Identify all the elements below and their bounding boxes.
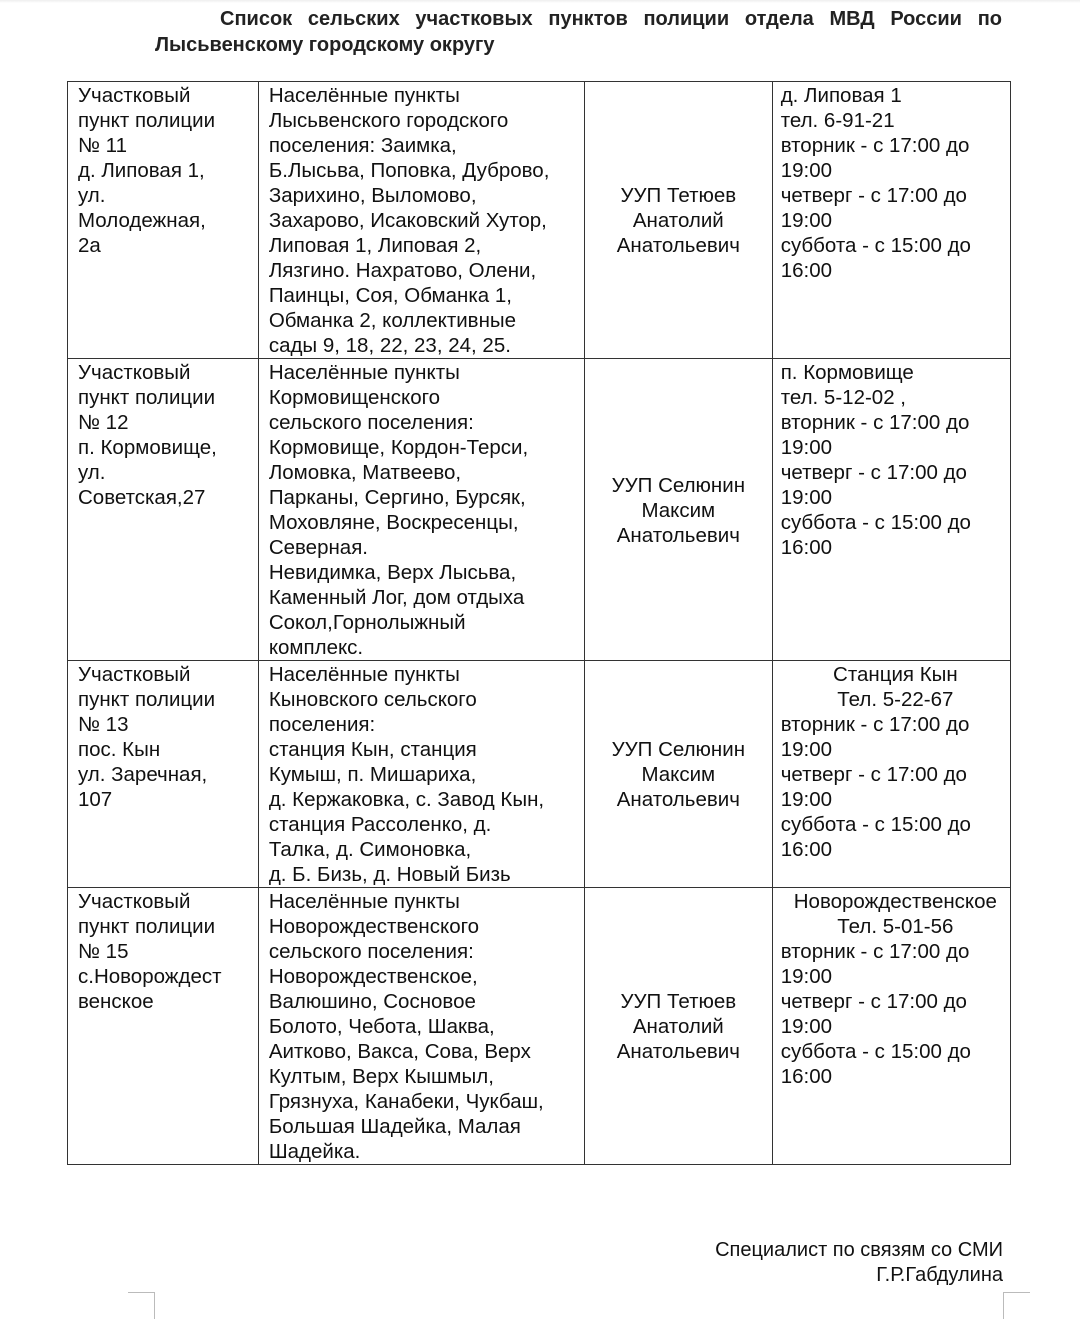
- schedule-cell-line: 19:00: [780, 436, 833, 459]
- police-point-cell-line: венское: [78, 990, 154, 1013]
- police-point-cell-line: ул.: [78, 461, 106, 484]
- settlements-cell-line: Аитково, Вакса, Сова, Верх: [268, 1040, 531, 1063]
- title-line-1: Список сельских участковых пунктов полиции отдела МВД России по: [220, 8, 1002, 30]
- schedule-cell-line: 19:00: [780, 159, 833, 182]
- police-point-cell: [68, 888, 259, 1165]
- settlements-cell: [258, 888, 584, 1165]
- settlements-cell-line: Большая Шадейка, Малая: [268, 1115, 521, 1138]
- page-edge: [0, 0, 1080, 3]
- officer-cell: [584, 661, 772, 888]
- police-point-cell-line: Участковый: [78, 84, 191, 107]
- settlements-cell-line: Невидимка, Верх Лысьва,: [268, 561, 517, 584]
- schedule-cell-line: 19:00: [780, 209, 833, 232]
- settlements-cell-line: Талка, д. Симоновка,: [268, 838, 472, 861]
- settlements-cell: [258, 82, 584, 359]
- schedule-cell-line: Тел. 5-22-67: [837, 688, 954, 711]
- schedule-cell: [772, 661, 1010, 888]
- police-point-cell-line: № 13: [78, 713, 129, 736]
- table-row: [68, 359, 1011, 661]
- schedule-cell-line: 16:00: [780, 259, 833, 282]
- settlements-cell-line: Б.Лысьва, Поповка, Дуброво,: [268, 159, 550, 182]
- table-row: [68, 888, 1011, 1165]
- police-point-cell-line: Участковый: [78, 890, 191, 913]
- officer-cell-line: УУП Селюнин: [611, 473, 746, 497]
- settlements-cell-line: Обманка 2, коллективные: [268, 309, 517, 332]
- schedule-cell-line: 16:00: [780, 1065, 833, 1088]
- settlements-cell-line: поселения:: [268, 713, 376, 736]
- settlements-cell-line: Ломовка, Матвеево,: [268, 461, 462, 484]
- officer-cell-line: Анатольевич: [616, 788, 740, 811]
- police-point-cell-line: Участковый: [78, 663, 191, 686]
- settlements-cell-line: Лязгино. Нахратово, Олени,: [268, 259, 537, 282]
- police-point-cell-line: пункт полиции: [78, 688, 216, 711]
- officer-cell-line: Анатолий: [632, 1015, 724, 1038]
- police-point-cell-line: пункт полиции: [78, 386, 216, 409]
- schedule-cell-line: суббота - с 15:00 до: [780, 511, 971, 534]
- police-point-cell-line: № 12: [78, 411, 129, 434]
- schedule-cell-line: вторник - с 17:00 до: [780, 713, 970, 736]
- schedule-cell-line: 16:00: [780, 536, 833, 559]
- schedule-cell-line: 19:00: [780, 1015, 833, 1038]
- officer-cell: [584, 888, 772, 1165]
- settlements-cell-line: сельского поселения:: [268, 940, 474, 963]
- schedule-cell-line: п. Кормовище: [780, 361, 914, 384]
- schedule-cell-line: Станция Кын: [833, 663, 958, 686]
- schedule-cell-line: суббота - с 15:00 до: [780, 1040, 971, 1063]
- police-point-cell-line: д. Липовая 1,: [78, 159, 205, 182]
- officer-cell-line: УУП Селюнин: [611, 738, 746, 761]
- police-point-cell-line: № 15: [78, 940, 129, 963]
- police-point-cell: [68, 661, 259, 888]
- officer-cell-line: Максим: [641, 498, 716, 522]
- settlements-cell-line: сады 9, 18, 22, 23, 24, 25.: [268, 334, 511, 357]
- schedule-cell-line: четверг - с 17:00 до: [780, 461, 967, 484]
- settlements-cell-line: Каменный Лог, дом отдыха: [268, 586, 525, 609]
- settlements-cell: [258, 661, 584, 888]
- settlements-cell-line: станция Рассоленко, д.: [268, 813, 492, 836]
- police-point-cell-line: пункт полиции: [78, 915, 216, 938]
- police-point-cell-line: Молодежная,: [78, 209, 206, 232]
- settlements-cell-line: Кыновского сельского: [268, 688, 477, 711]
- officer-cell-line: Анатольевич: [616, 523, 740, 547]
- schedule-cell-line: вторник - с 17:00 до: [780, 134, 970, 157]
- title-line-2: Лысьвенскому городскому округу: [155, 34, 495, 56]
- settlements-cell-line: Моховляне, Воскресенцы,: [268, 511, 519, 534]
- schedule-cell-line: вторник - с 17:00 до: [780, 940, 970, 963]
- schedule-cell-line: тел. 6-91-21: [780, 109, 895, 132]
- settlements-cell-line: Населённые пункты: [268, 84, 460, 107]
- table-row: [68, 661, 1011, 888]
- police-points-table: [67, 81, 1011, 1165]
- signature-position: Специалист по связям со СМИ: [715, 1239, 1003, 1261]
- settlements-cell-line: Лысьвенского городского: [268, 109, 509, 132]
- settlements-cell-line: Кормовищенского: [268, 386, 441, 409]
- police-point-cell-line: ул.: [78, 184, 106, 207]
- settlements-cell-line: Шадейка.: [268, 1140, 361, 1163]
- settlements-cell-line: Населённые пункты: [268, 663, 460, 686]
- schedule-cell-line: вторник - с 17:00 до: [780, 411, 970, 434]
- police-point-cell-line: с.Новорождест: [78, 965, 222, 988]
- police-point-cell: [68, 359, 259, 661]
- police-point-cell-line: Участковый: [78, 361, 191, 384]
- settlements-cell-line: станция Кын, станция: [268, 738, 477, 761]
- settlements-cell-line: д. Б. Бизь, д. Новый Бизь: [268, 863, 511, 886]
- police-point-cell-line: ул. Заречная,: [78, 763, 208, 786]
- settlements-cell: [258, 359, 584, 661]
- settlements-cell-line: Кормовище, Кордон-Терси,: [268, 436, 529, 459]
- settlements-cell-line: Парканы, Сергино, Бурсяк,: [268, 486, 526, 509]
- police-point-cell-line: п. Кормовище,: [78, 436, 217, 459]
- signature-block: [715, 1238, 1003, 1288]
- settlements-cell-line: Култым, Верх Кышмыл,: [268, 1065, 494, 1088]
- officer-cell-line: УУП Тетюев: [620, 990, 737, 1013]
- schedule-cell-line: суббота - с 15:00 до: [780, 813, 971, 836]
- settlements-cell-line: Болото, Чебота, Шаква,: [268, 1015, 495, 1038]
- schedule-cell-line: четверг - с 17:00 до: [780, 763, 967, 786]
- officer-cell-line: Анатольевич: [616, 1040, 740, 1063]
- officer-cell-line: Максим: [641, 763, 716, 786]
- settlements-cell-line: Сокол,Горнолыжный: [268, 611, 466, 634]
- schedule-cell: [772, 888, 1010, 1165]
- police-point-cell-line: пункт полиции: [78, 109, 216, 132]
- crop-mark-left: [128, 1292, 155, 1319]
- settlements-cell-line: Населённые пункты: [268, 890, 460, 913]
- police-point-cell-line: Советская,27: [78, 486, 206, 509]
- police-point-cell-line: пос. Кын: [78, 738, 161, 761]
- police-point-cell: [68, 82, 259, 359]
- schedule-cell-line: четверг - с 17:00 до: [780, 990, 967, 1013]
- settlements-cell-line: Новорождественского: [268, 915, 480, 938]
- police-point-cell-line: № 11: [78, 134, 127, 157]
- schedule-cell-line: Тел. 5-01-56: [837, 915, 954, 938]
- schedule-cell-line: 19:00: [780, 738, 833, 761]
- schedule-cell-line: четверг - с 17:00 до: [780, 184, 967, 207]
- settlements-cell-line: поселения: Заимка,: [268, 134, 457, 157]
- settlements-cell-line: Населённые пункты: [268, 361, 460, 384]
- settlements-cell-line: Грязнуха, Канабеки, Чукбаш,: [268, 1090, 544, 1113]
- settlements-cell-line: Новорождественское,: [268, 965, 478, 988]
- settlements-cell-line: сельского поселения:: [268, 411, 474, 434]
- schedule-cell-line: Новорождественское: [793, 890, 997, 913]
- settlements-cell-line: Захарово, Исаковский Хутор,: [268, 209, 547, 232]
- schedule-cell-line: 19:00: [780, 788, 833, 811]
- police-point-cell-line: 2а: [78, 234, 101, 257]
- officer-cell: [584, 359, 772, 661]
- police-point-cell-line: 107: [78, 788, 113, 811]
- schedule-cell: [772, 359, 1010, 661]
- schedule-cell: [772, 82, 1010, 359]
- crop-mark-right: [1003, 1292, 1030, 1319]
- settlements-cell-line: Северная.: [268, 536, 368, 559]
- schedule-cell-line: тел. 5-12-02 ,: [780, 386, 906, 409]
- settlements-cell-line: Липовая 1, Липовая 2,: [268, 234, 482, 257]
- schedule-cell-line: 19:00: [780, 965, 833, 988]
- officer-cell-line: УУП Тетюев: [620, 184, 737, 207]
- settlements-cell-line: Паинцы, Соя, Обманка 1,: [268, 284, 512, 307]
- officer-cell-line: Анатолий: [632, 209, 724, 232]
- officer-cell-line: Анатольевич: [616, 234, 740, 257]
- schedule-cell-line: 19:00: [780, 486, 833, 509]
- schedule-cell-line: суббота - с 15:00 до: [780, 234, 971, 257]
- settlements-cell-line: Кумыш, п. Мишариха,: [268, 763, 477, 786]
- schedule-cell-line: 16:00: [780, 838, 833, 861]
- officer-cell: [584, 82, 772, 359]
- settlements-cell-line: д. Кержаковка, с. Завод Кын,: [268, 788, 545, 811]
- table-row: [68, 82, 1011, 359]
- settlements-cell-line: Зарихино, Выломово,: [268, 184, 477, 207]
- schedule-cell-line: д. Липовая 1: [780, 84, 902, 107]
- settlements-cell-line: Валюшино, Сосновое: [268, 990, 476, 1013]
- settlements-cell-line: комплекс.: [268, 636, 364, 659]
- signature-name: Г.Р.Габдулина: [876, 1264, 1003, 1286]
